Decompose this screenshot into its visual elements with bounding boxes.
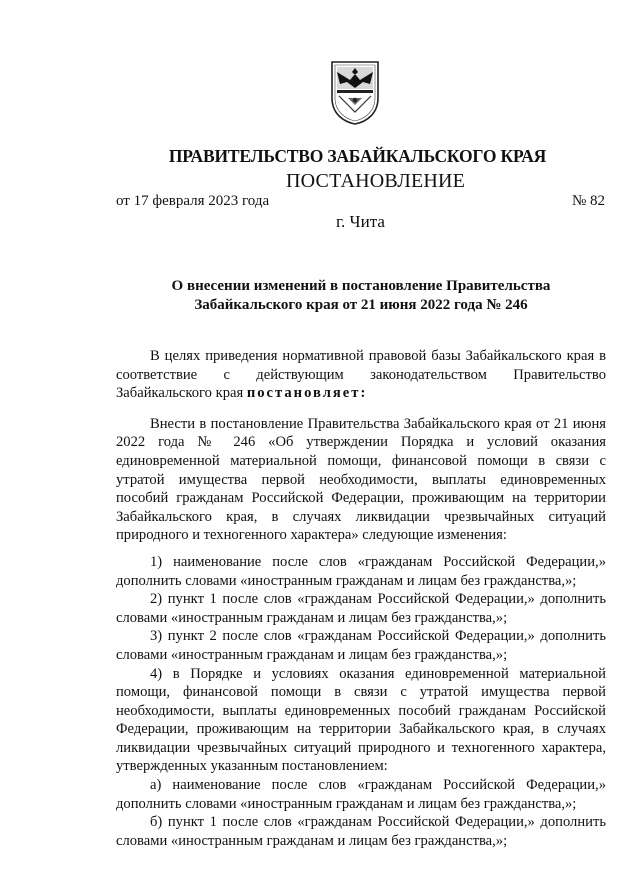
title-line-1: О внесении изменений в постановление Правительства	[171, 278, 551, 294]
amendment-item-4b: б) пункт 1 после слов «гражданам Российской Федерации,» дополнить словами «иностранным гражданам и лицам без гражданства,»;	[116, 814, 606, 849]
document-body	[116, 347, 606, 850]
coat-of-arms-emblem	[330, 60, 380, 126]
amendment-item-4: 4) в Порядке и условиях оказания единовременной материальной помощи, финансовой помощи в связи с утратой имущества первой необходимости, выплаты единовременных пособий гражданам Российской Федерации, проживающим на территории Забайкальского края, в случаях ликвидации чрезвычайных ситуаций природного и техногенного характера, утвержденных указанным постановлением:	[116, 665, 606, 775]
document-city: г. Чита	[336, 212, 385, 231]
preamble-keyword: постановляет	[246, 385, 361, 402]
government-name: ПРАВИТЕЛЬСТВО ЗАБАЙКАЛЬСКОГО КРАЯ	[168, 146, 547, 166]
intro-paragraph: Внести в постановление Правительства Забайкальского края от 21 июня 2022 года № 246 «Об утверждении Порядка и условий оказания единовременной материальной помощи, финансовой помощи в связи с утратой имущества первой необходимости, выплаты единовременных пособий гражданам Российской Федерации, проживающим на территории Забайкальского края, в случаях ликвидации чрезвычайных ситуаций природного и техногенного характера» следующие изменения:	[116, 415, 606, 544]
amendment-item-1: 1) наименование после слов «гражданам Российской Федерации,» дополнить словами «иностранным гражданам и лицам без гражданства,»;	[116, 553, 606, 589]
document-type: ПОСТАНОВЛЕНИЕ	[286, 170, 466, 192]
preamble-text: В целях приведения нормативной правовой базы Забайкальского края в соответствие с действующим законодательством Правительство Забайкальского края	[116, 348, 606, 402]
amendment-item-4a: а) наименование после слов «гражданам Российской Федерации,» дополнить словами «иностранным гражданам и лицам без гражданства,»;	[116, 777, 606, 812]
document-date: от 17 февраля 2023 года	[116, 193, 270, 209]
preamble-paragraph	[116, 347, 606, 403]
title-line-2: Забайкальского края от 21 июня 2022 года № 246	[194, 297, 528, 313]
amendment-item-2: 2) пункт 1 после слов «гражданам Российской Федерации,» дополнить словами «иностранным гражданам и лицам без гражданства,»;	[116, 591, 606, 626]
document-title	[116, 277, 606, 315]
preamble-colon: :	[360, 385, 368, 402]
amendment-item-3: 3) пункт 2 после слов «гражданам Российской Федерации,» дополнить словами «иностранным гражданам и лицам без гражданства,»;	[116, 628, 606, 663]
document-number: № 82	[571, 193, 605, 209]
